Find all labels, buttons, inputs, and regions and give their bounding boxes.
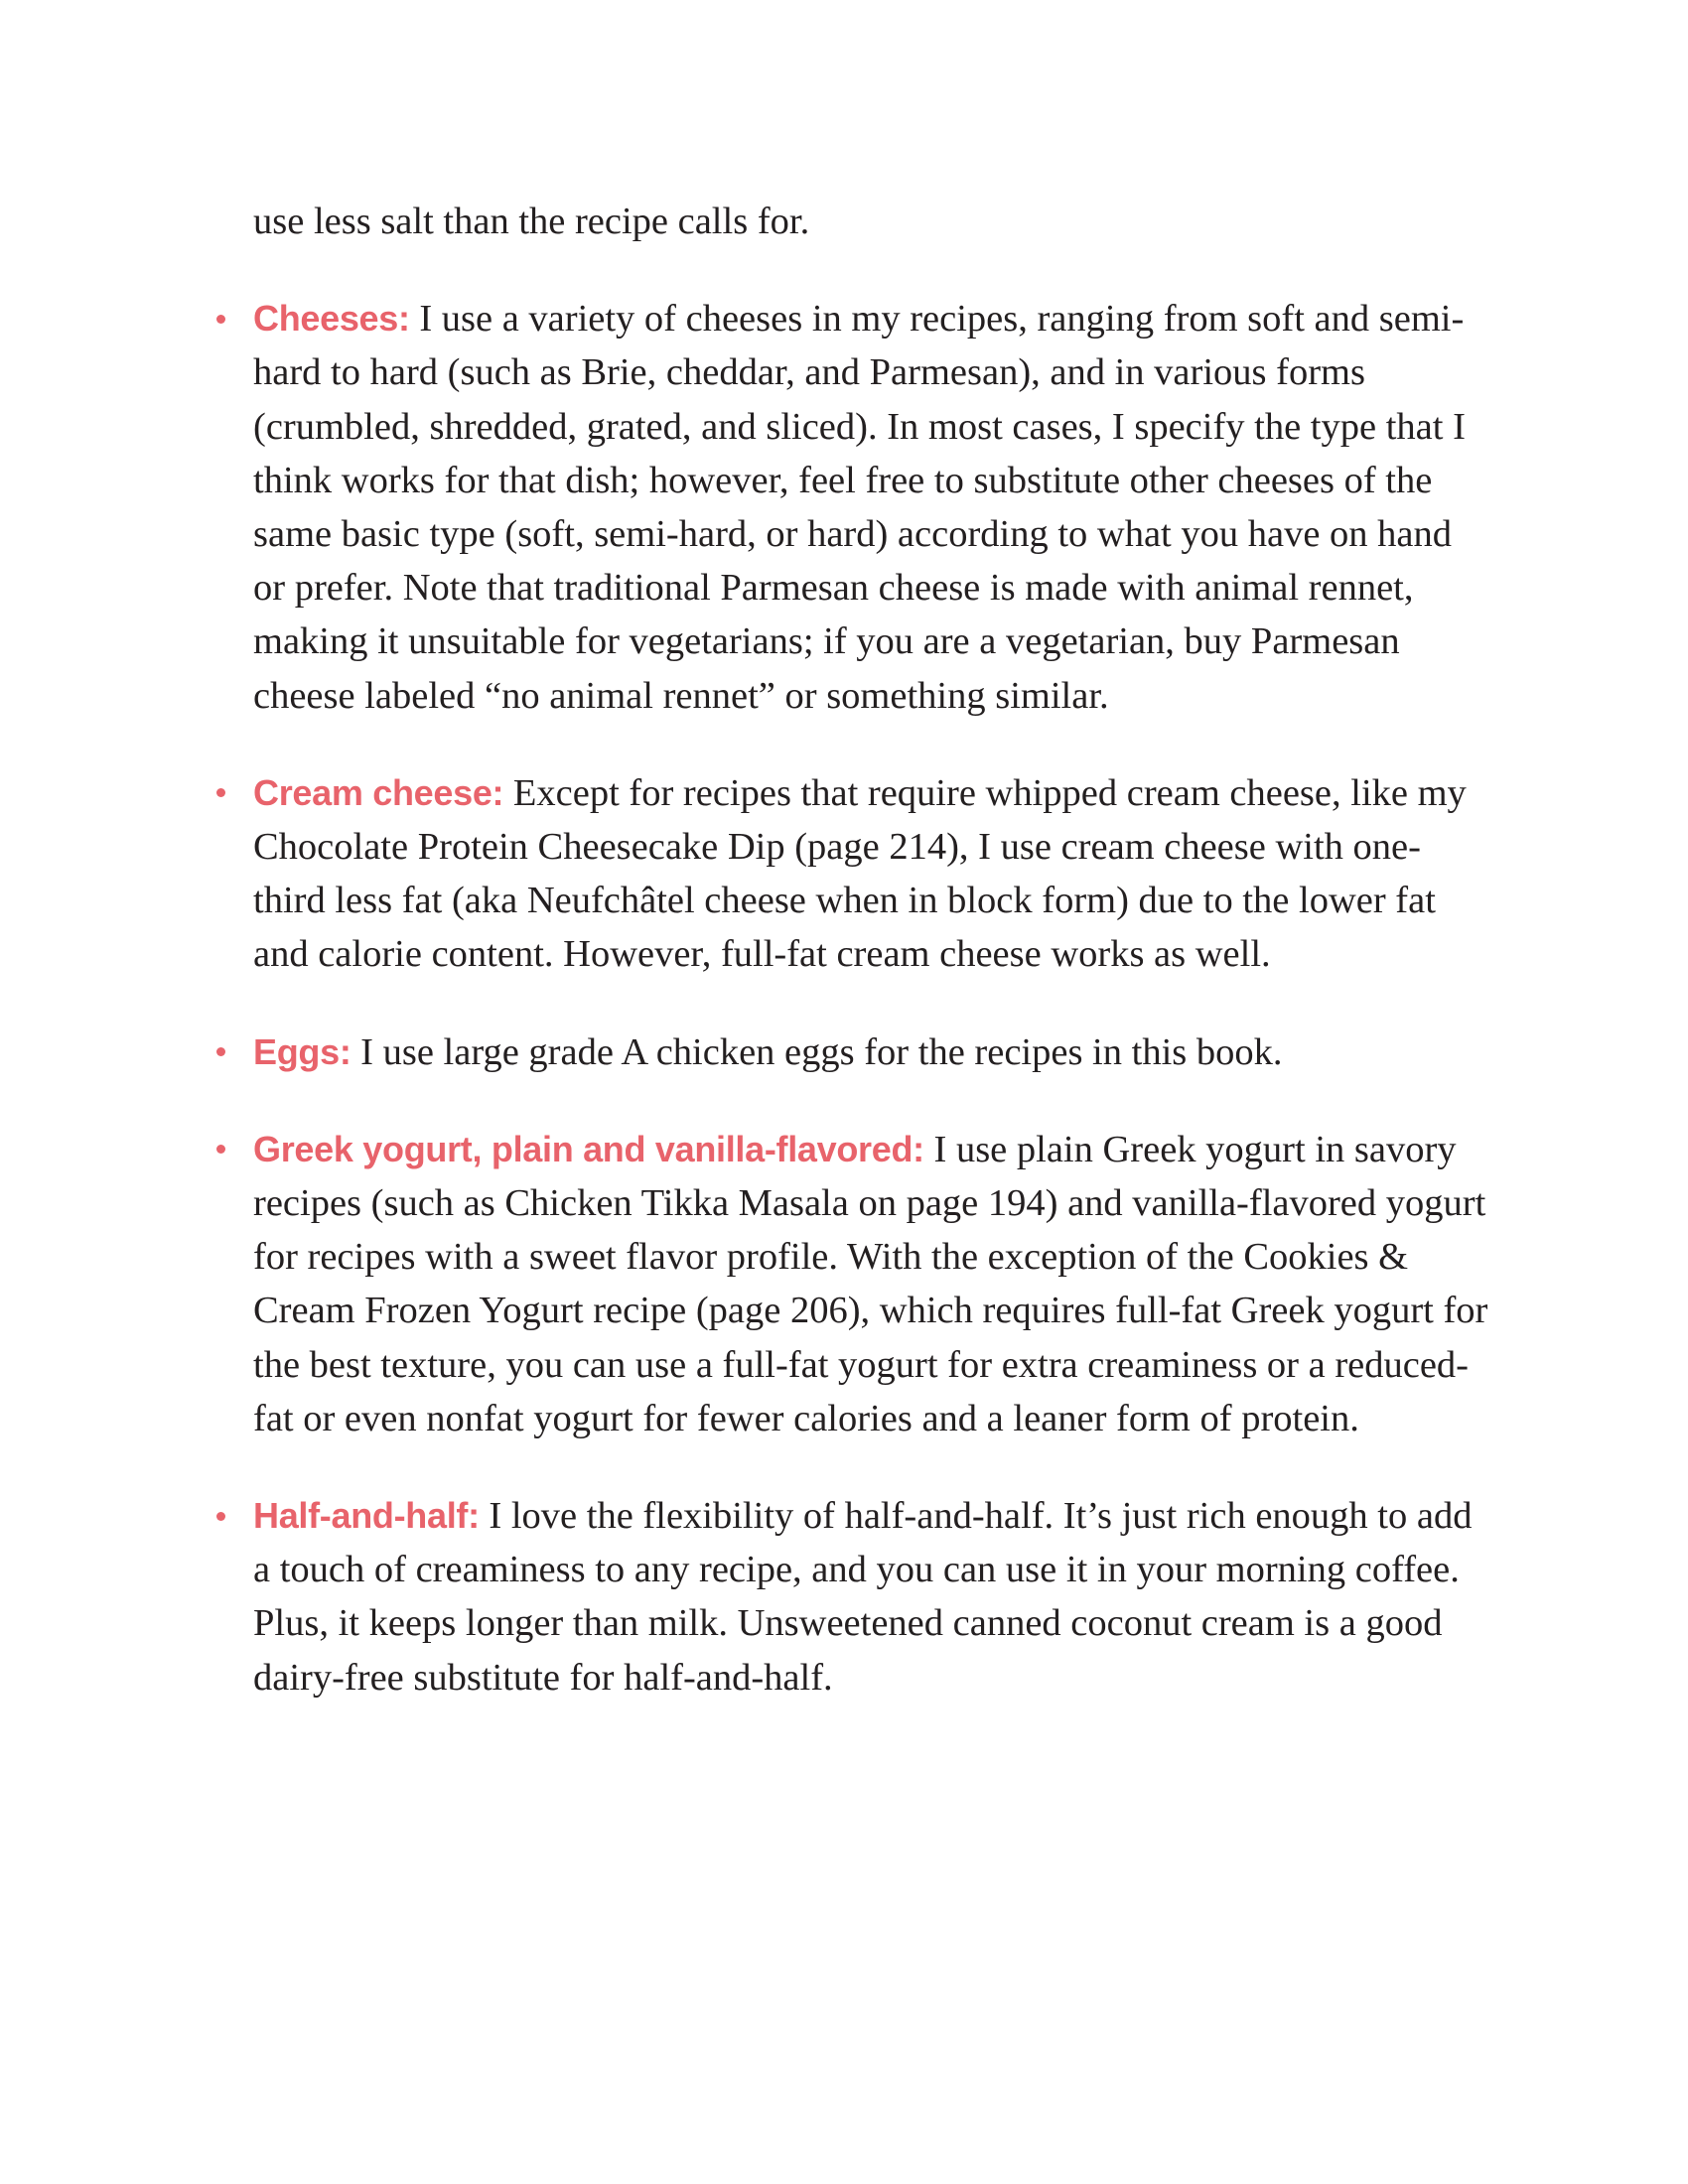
list-item-cream-cheese: [253, 766, 1489, 982]
bullet-icon: [211, 766, 230, 820]
entry-term: Half-and-half:: [253, 1495, 480, 1537]
bullet-dot: [216, 1512, 225, 1521]
entry-term: Greek yogurt, plain and vanilla-flavored:: [253, 1128, 924, 1169]
list-item-half-and-half: [253, 1489, 1489, 1705]
bullet-dot: [216, 1047, 225, 1056]
bullet-icon: [211, 292, 230, 345]
bullet-icon: [211, 1025, 230, 1079]
list-item-greek-yogurt: [253, 1123, 1489, 1445]
ingredient-list: [253, 292, 1489, 1705]
entry-description: I use plain Greek yogurt in savory recipes (such as Chicken Tikka Masala on page 194) and vanilla-flavored yogurt for recipes with a sweet flavor profile. With the exception of the Cookies & Cream Frozen Yogurt recipe (page 206), which requires full-fat Greek yogurt for the best texture, you can use a full-fat yogurt for extra creaminess or a reduced-fat or even nonfat yogurt for fewer calories and a leaner form of protein.: [253, 1128, 1488, 1439]
bullet-icon: [211, 1123, 230, 1176]
entry-description: I love the flexibility of half-and-half. It’s just rich enough to add a touch of creaminess to any recipe, and you can use it in your morning coffee. Plus, it keeps longer than milk. Unsweetened canned coconut cream is a good dairy-free substitute for half-and-half.: [253, 1495, 1473, 1699]
bullet-dot: [216, 315, 225, 324]
bullet-dot: [216, 1145, 225, 1154]
entry-description: I use a variety of cheeses in my recipes, ranging from soft and semi-hard to hard (such as Brie, cheddar, and Parmesan), and in various forms (crumbled, shredded, grated, and sliced). In most cases, I specify the type that I think works for that dish; however, feel free to substitute other cheeses of the same basic type (soft, semi-hard, or hard) according to what you have on hand or prefer. Note that traditional Parmesan cheese is made with animal rennet, making it unsuitable for vegetarians; if you are a vegetarian, buy Parmesan cheese labeled “no animal rennet” or something similar.: [253, 298, 1466, 717]
page-body: [253, 195, 1489, 1748]
bullet-dot: [216, 788, 225, 797]
entry-description: Except for recipes that require whipped cream cheese, like my Chocolate Protein Cheesecake Dip (page 214), I use cream cheese with one-third less fat (aka Neufchâtel cheese when in block form) due to the lower fat and calorie content. However, full-fat cream cheese works as well.: [253, 771, 1467, 976]
entry-term: Eggs:: [253, 1030, 352, 1072]
list-item-cheeses: [253, 292, 1489, 723]
entry-description: I use large grade A chicken eggs for the recipes in this book.: [360, 1030, 1283, 1073]
entry-term: Cream cheese:: [253, 771, 504, 813]
bullet-icon: [211, 1489, 230, 1543]
entry-term: Cheeses:: [253, 298, 410, 340]
list-item-eggs: [253, 1025, 1489, 1079]
continuation-paragraph: use less salt than the recipe calls for.: [253, 201, 810, 242]
